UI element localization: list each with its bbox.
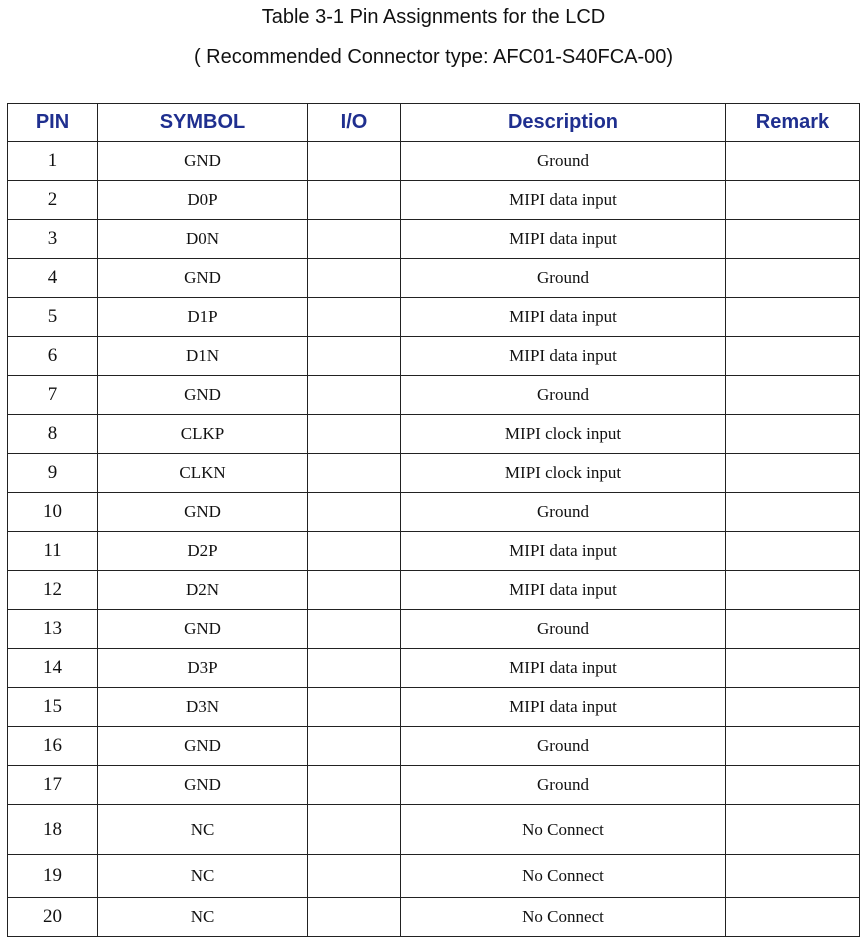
io-cell (308, 610, 401, 649)
pin-cell: 5 (8, 298, 98, 337)
remark-cell (726, 805, 860, 855)
symbol-cell: GND (98, 376, 308, 415)
symbol-cell: D1N (98, 337, 308, 376)
symbol-cell: GND (98, 727, 308, 766)
pin-cell: 12 (8, 571, 98, 610)
header-io: I/O (308, 104, 401, 142)
pin-cell: 13 (8, 610, 98, 649)
table-row (8, 610, 860, 649)
table-row (8, 454, 860, 493)
symbol-cell: CLKP (98, 415, 308, 454)
table-row (8, 298, 860, 337)
header-pin: PIN (8, 104, 98, 142)
remark-cell (726, 571, 860, 610)
description-cell: MIPI data input (401, 298, 726, 337)
description-cell: No Connect (401, 855, 726, 898)
io-cell (308, 376, 401, 415)
io-cell (308, 337, 401, 376)
description-cell: MIPI clock input (401, 415, 726, 454)
remark-cell (726, 259, 860, 298)
description-cell: Ground (401, 766, 726, 805)
io-cell (308, 532, 401, 571)
description-cell: Ground (401, 493, 726, 532)
table-row (8, 337, 860, 376)
pin-cell: 6 (8, 337, 98, 376)
pin-cell: 8 (8, 415, 98, 454)
remark-cell (726, 181, 860, 220)
description-cell: MIPI data input (401, 337, 726, 376)
symbol-cell: GND (98, 142, 308, 181)
io-cell (308, 898, 401, 937)
pin-cell: 15 (8, 688, 98, 727)
io-cell (308, 571, 401, 610)
symbol-cell: D3P (98, 649, 308, 688)
symbol-cell: NC (98, 855, 308, 898)
remark-cell (726, 727, 860, 766)
description-cell: MIPI clock input (401, 454, 726, 493)
table-title: Table 3-1 Pin Assignments for the LCD (261, 6, 606, 28)
connector-subtitle: ( Recommended Connector type: AFC01-S40FCA-00) (193, 46, 674, 68)
header-remark: Remark (726, 104, 860, 142)
description-cell: Ground (401, 259, 726, 298)
io-cell (308, 727, 401, 766)
symbol-cell: D3N (98, 688, 308, 727)
description-cell: No Connect (401, 898, 726, 937)
pin-cell: 10 (8, 493, 98, 532)
io-cell (308, 688, 401, 727)
remark-cell (726, 298, 860, 337)
table-row (8, 688, 860, 727)
pin-cell: 2 (8, 181, 98, 220)
pin-cell: 7 (8, 376, 98, 415)
symbol-cell: D2N (98, 571, 308, 610)
table-row (8, 376, 860, 415)
table-row (8, 415, 860, 454)
description-cell: Ground (401, 142, 726, 181)
symbol-cell: CLKN (98, 454, 308, 493)
remark-cell (726, 415, 860, 454)
remark-cell (726, 688, 860, 727)
symbol-cell: GND (98, 259, 308, 298)
remark-cell (726, 142, 860, 181)
pin-cell: 11 (8, 532, 98, 571)
pin-cell: 17 (8, 766, 98, 805)
pin-cell: 14 (8, 649, 98, 688)
remark-cell (726, 766, 860, 805)
symbol-cell: D1P (98, 298, 308, 337)
remark-cell (726, 454, 860, 493)
table-row (8, 571, 860, 610)
remark-cell (726, 376, 860, 415)
remark-cell (726, 532, 860, 571)
io-cell (308, 855, 401, 898)
description-cell: MIPI data input (401, 688, 726, 727)
description-cell: No Connect (401, 805, 726, 855)
table-row (8, 727, 860, 766)
io-cell (308, 298, 401, 337)
description-cell: MIPI data input (401, 181, 726, 220)
table-row (8, 855, 860, 898)
symbol-cell: D2P (98, 532, 308, 571)
symbol-cell: D0P (98, 181, 308, 220)
description-cell: MIPI data input (401, 220, 726, 259)
table-row (8, 532, 860, 571)
io-cell (308, 181, 401, 220)
io-cell (308, 649, 401, 688)
description-cell: MIPI data input (401, 532, 726, 571)
io-cell (308, 493, 401, 532)
description-cell: MIPI data input (401, 649, 726, 688)
symbol-cell: D0N (98, 220, 308, 259)
io-cell (308, 259, 401, 298)
header-description: Description (401, 104, 726, 142)
remark-cell (726, 493, 860, 532)
symbol-cell: GND (98, 610, 308, 649)
io-cell (308, 142, 401, 181)
table-row (8, 898, 860, 937)
symbol-cell: NC (98, 805, 308, 855)
table-header-row (8, 104, 860, 142)
pin-cell: 4 (8, 259, 98, 298)
table-row (8, 493, 860, 532)
pin-cell: 18 (8, 805, 98, 855)
description-cell: Ground (401, 727, 726, 766)
symbol-cell: GND (98, 493, 308, 532)
remark-cell (726, 898, 860, 937)
remark-cell (726, 855, 860, 898)
table-row (8, 259, 860, 298)
io-cell (308, 220, 401, 259)
io-cell (308, 805, 401, 855)
io-cell (308, 415, 401, 454)
table-row (8, 220, 860, 259)
table-row (8, 766, 860, 805)
remark-cell (726, 610, 860, 649)
pin-cell: 3 (8, 220, 98, 259)
remark-cell (726, 649, 860, 688)
description-cell: MIPI data input (401, 571, 726, 610)
table-row (8, 805, 860, 855)
pin-assignment-table (7, 103, 860, 937)
pin-cell: 19 (8, 855, 98, 898)
io-cell (308, 454, 401, 493)
pin-cell: 1 (8, 142, 98, 181)
symbol-cell: NC (98, 898, 308, 937)
symbol-cell: GND (98, 766, 308, 805)
pin-cell: 20 (8, 898, 98, 937)
table-row (8, 142, 860, 181)
description-cell: Ground (401, 610, 726, 649)
table-row (8, 649, 860, 688)
description-cell: Ground (401, 376, 726, 415)
header-symbol: SYMBOL (98, 104, 308, 142)
io-cell (308, 766, 401, 805)
pin-cell: 9 (8, 454, 98, 493)
remark-cell (726, 337, 860, 376)
remark-cell (726, 220, 860, 259)
table-row (8, 181, 860, 220)
pin-cell: 16 (8, 727, 98, 766)
